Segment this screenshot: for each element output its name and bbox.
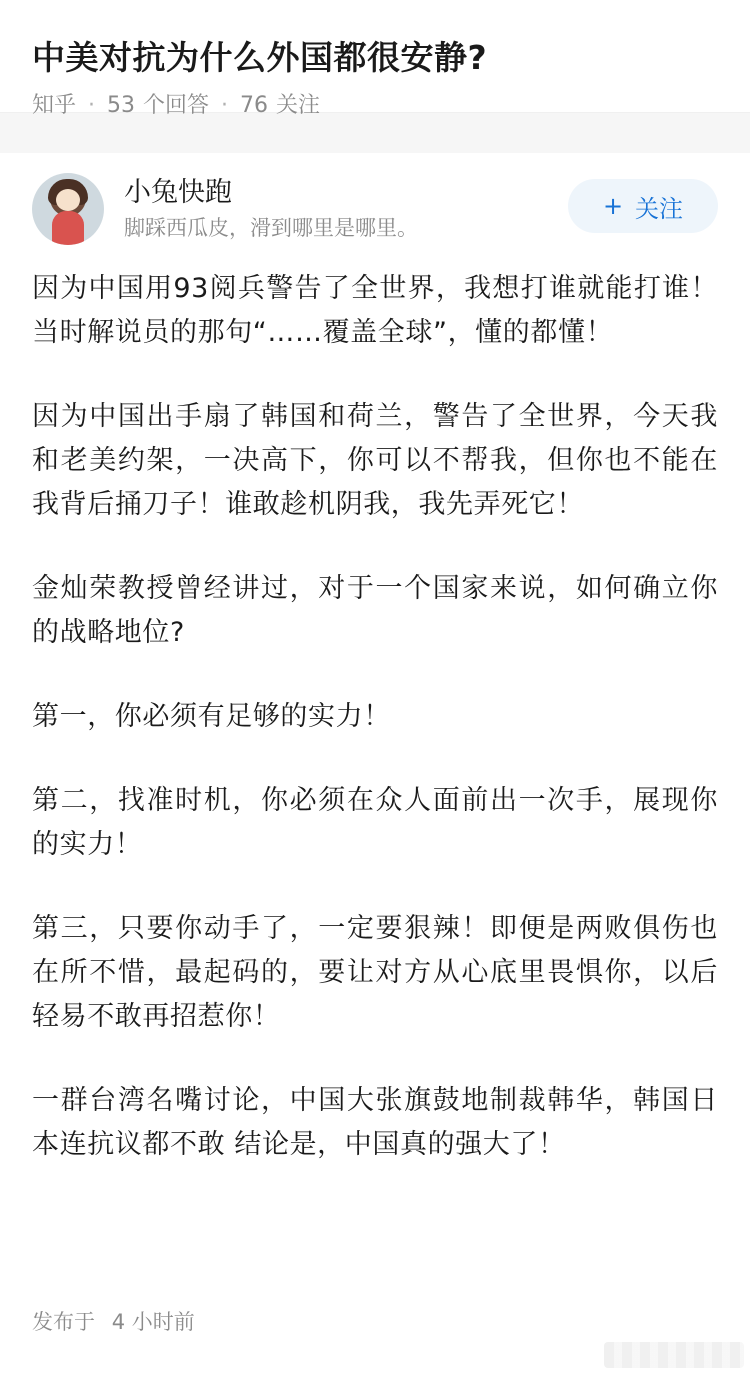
watermark: [604, 1342, 744, 1368]
published-time: 4 小时前: [111, 1310, 195, 1334]
publish-info: [32, 1306, 195, 1336]
separator-dot: ·: [88, 93, 96, 118]
avatar-body: [52, 211, 84, 245]
follow-button[interactable]: [568, 179, 718, 233]
answer-paragraph: 因为中国用93阅兵警告了全世界，我想打谁就能打谁！当时解说员的那句“……覆盖全球”，懂的都懂！: [32, 273, 718, 348]
published-label: 发布于: [32, 1310, 95, 1334]
separator-dot: ·: [221, 93, 229, 118]
answer-paragraph: 金灿荣教授曾经讲过，对于一个国家来说，如何确立你的战略地位?: [32, 573, 718, 648]
answers-label[interactable]: 个回答: [143, 93, 210, 118]
author-name[interactable]: 小兔快跑: [124, 177, 232, 208]
question-title[interactable]: 中美对抗为什么外国都很安静?: [32, 38, 488, 77]
source-label[interactable]: 知乎: [32, 93, 77, 118]
follows-label: 关注: [276, 93, 321, 118]
author-bio: 脚踩西瓜皮，滑到哪里是哪里。: [124, 216, 418, 240]
follows-count: 76: [240, 93, 269, 118]
avatar[interactable]: [32, 173, 104, 245]
answer-paragraph: 一群台湾名嘴讨论，中国大张旗鼓地制裁韩华，韩国日本连抗议都不敢 结论是，中国真的强大了！: [32, 1085, 718, 1160]
plus-icon: +: [602, 192, 624, 220]
answer-paragraph: 因为中国出手扇了韩国和荷兰，警告了全世界，今天我和老美约架，一决高下，你可以不帮我，但你也不能在我背后捅刀子！谁敢趁机阴我，我先弄死它！: [32, 401, 718, 520]
author-card: [0, 153, 750, 265]
avatar-face: [56, 189, 80, 211]
follow-button-label: 关注: [635, 194, 684, 223]
question-header: [0, 0, 750, 118]
answer-paragraph: 第二，找准时机，你必须在众人面前出一次手，展现你的实力！: [32, 785, 718, 860]
answer-paragraph: 第三，只要你动手了，一定要狠辣！即便是两败俱伤也在所不惜，最起码的，要让对方从心底里畏惧你，以后轻易不敢再招惹你！: [32, 913, 718, 1032]
answers-count: 53: [107, 93, 136, 118]
author-info: [124, 175, 568, 243]
answer-paragraph: 第一，你必须有足够的实力！: [32, 701, 391, 732]
answer-content: [0, 265, 750, 1167]
